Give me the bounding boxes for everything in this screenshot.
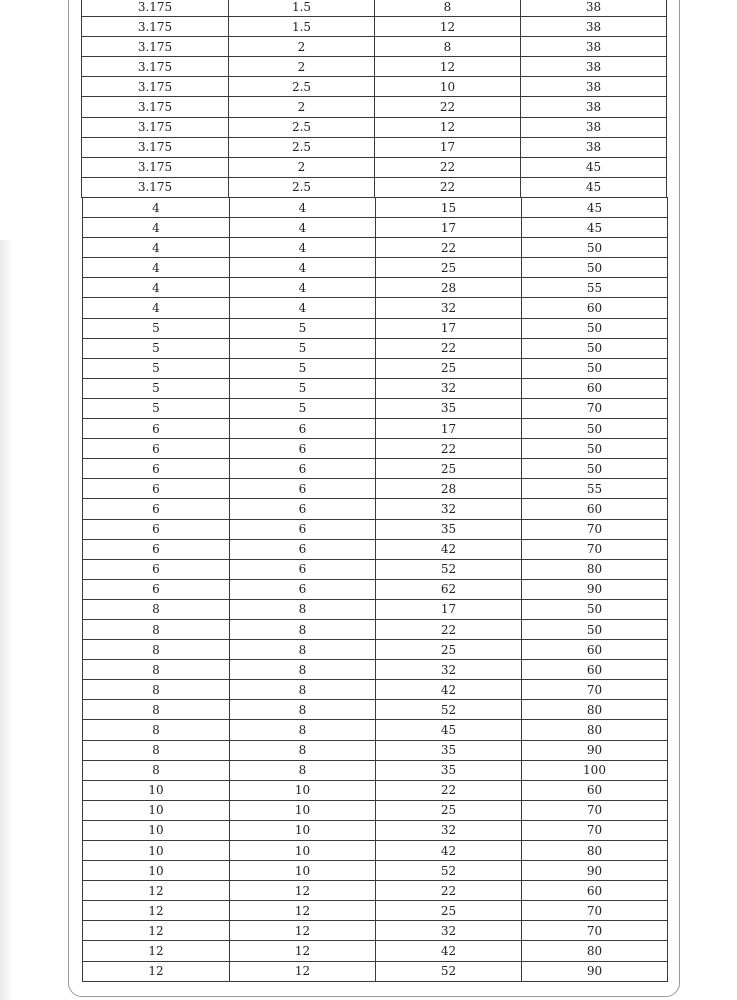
table-row — [82, 17, 667, 37]
table-row — [83, 861, 668, 881]
table-cell: 22 — [375, 97, 521, 117]
table-cell: 10 — [230, 800, 376, 820]
page-edge-shadow — [0, 240, 14, 1000]
table-cell: 12 — [83, 941, 230, 961]
table-cell: 60 — [522, 378, 668, 398]
table-cell: 42 — [376, 539, 522, 559]
table-cell: 90 — [522, 961, 668, 981]
table-cell: 55 — [522, 278, 668, 298]
table-cell: 70 — [522, 820, 668, 840]
table-cell: 60 — [522, 780, 668, 800]
table-row — [83, 881, 668, 901]
table-cell: 5 — [83, 358, 230, 378]
table-cell: 70 — [522, 921, 668, 941]
table-cell: 22 — [376, 881, 522, 901]
table-cell: 8 — [83, 619, 230, 639]
table-cell: 50 — [522, 338, 668, 358]
table-cell: 8 — [83, 640, 230, 660]
table-cell: 90 — [522, 861, 668, 881]
table-cell: 80 — [522, 941, 668, 961]
table-cell: 8 — [230, 740, 376, 760]
table-row — [83, 740, 668, 760]
table-cell: 50 — [522, 318, 668, 338]
table-row — [83, 760, 668, 780]
table-row — [83, 660, 668, 680]
table-cell: 2 — [229, 157, 375, 177]
table-cell: 60 — [522, 640, 668, 660]
table-cell: 17 — [376, 218, 522, 238]
table-cell: 3.175 — [82, 117, 229, 137]
table-cell: 4 — [230, 298, 376, 318]
table-row — [83, 318, 668, 338]
table-cell: 8 — [230, 599, 376, 619]
table-cell: 6 — [83, 539, 230, 559]
table-cell: 17 — [375, 137, 521, 157]
table-cell: 8 — [230, 760, 376, 780]
table-cell: 5 — [230, 338, 376, 358]
table-cell: 6 — [83, 579, 230, 599]
table-cell: 22 — [376, 439, 522, 459]
table-cell: 42 — [376, 680, 522, 700]
table-cell: 5 — [83, 338, 230, 358]
table-cell: 10 — [375, 77, 521, 97]
table-row — [82, 117, 667, 137]
table-cell: 8 — [230, 640, 376, 660]
table-row — [83, 398, 668, 418]
table-row — [83, 700, 668, 720]
table-cell: 22 — [376, 619, 522, 639]
table-cell: 4 — [83, 278, 230, 298]
table-row — [83, 298, 668, 318]
table-cell: 10 — [83, 800, 230, 820]
table-cell: 17 — [376, 599, 522, 619]
table-row — [82, 97, 667, 117]
table-cell: 1.5 — [229, 17, 375, 37]
table-cell: 3.175 — [82, 177, 229, 197]
table-cell: 17 — [376, 318, 522, 338]
table-cell: 22 — [375, 177, 521, 197]
table-cell: 4 — [230, 258, 376, 278]
table-row — [83, 439, 668, 459]
table-cell: 62 — [376, 579, 522, 599]
table-cell: 35 — [376, 398, 522, 418]
table-cell: 70 — [522, 800, 668, 820]
table-row — [83, 800, 668, 820]
table-cell: 3.175 — [82, 37, 229, 57]
table-cell: 22 — [376, 338, 522, 358]
table-cell: 6 — [230, 579, 376, 599]
table-cell: 6 — [230, 439, 376, 459]
table-cell: 4 — [83, 298, 230, 318]
table-cell: 12 — [83, 921, 230, 941]
table-cell: 10 — [230, 861, 376, 881]
table-cell: 12 — [83, 881, 230, 901]
table-cell: 10 — [83, 861, 230, 881]
table-row — [83, 841, 668, 861]
table-cell: 25 — [376, 459, 522, 479]
table-cell: 45 — [376, 720, 522, 740]
table-cell: 5 — [83, 398, 230, 418]
table-row — [82, 77, 667, 97]
table-row — [82, 177, 667, 197]
table-row — [83, 258, 668, 278]
table-cell: 12 — [230, 961, 376, 981]
table-row — [83, 539, 668, 559]
table-cell: 25 — [376, 358, 522, 378]
table-cell: 32 — [376, 499, 522, 519]
table-cell: 4 — [83, 198, 230, 218]
table-cell: 70 — [522, 901, 668, 921]
table-row — [83, 680, 668, 700]
table-cell: 25 — [376, 258, 522, 278]
table-cell: 6 — [83, 479, 230, 499]
table-cell: 6 — [230, 419, 376, 439]
table-cell: 70 — [522, 680, 668, 700]
table-cell: 28 — [376, 479, 522, 499]
table-cell: 4 — [230, 238, 376, 258]
table-cell: 10 — [230, 820, 376, 840]
table-cell: 32 — [376, 298, 522, 318]
table-cell: 2.5 — [229, 177, 375, 197]
table-cell: 6 — [230, 559, 376, 579]
table-cell: 22 — [375, 157, 521, 177]
table-cell: 2.5 — [229, 137, 375, 157]
table-cell: 10 — [83, 841, 230, 861]
table-cell: 25 — [376, 800, 522, 820]
table-cell: 12 — [375, 117, 521, 137]
table-cell: 2 — [229, 97, 375, 117]
table-cell: 25 — [376, 640, 522, 660]
table-cell: 2 — [229, 37, 375, 57]
table-cell: 70 — [522, 539, 668, 559]
table-cell: 38 — [521, 17, 667, 37]
table-cell: 80 — [522, 720, 668, 740]
table-cell: 12 — [375, 57, 521, 77]
table-cell: 8 — [83, 680, 230, 700]
table-cell: 50 — [522, 619, 668, 639]
table-cell: 25 — [376, 901, 522, 921]
table-cell: 15 — [376, 198, 522, 218]
table-cell: 5 — [230, 378, 376, 398]
table-cell: 38 — [521, 117, 667, 137]
table-row — [82, 137, 667, 157]
table-cell: 17 — [376, 419, 522, 439]
table-cell: 2.5 — [229, 77, 375, 97]
table-cell: 12 — [83, 961, 230, 981]
table-cell: 10 — [83, 780, 230, 800]
table-cell: 52 — [376, 861, 522, 881]
table-row — [82, 157, 667, 177]
table-cell: 10 — [230, 780, 376, 800]
table-cell: 3.175 — [82, 157, 229, 177]
table-row — [82, 57, 667, 77]
table-cell: 50 — [522, 258, 668, 278]
table-row — [83, 901, 668, 921]
table-row — [83, 338, 668, 358]
table-row — [83, 218, 668, 238]
table-cell: 2.5 — [229, 117, 375, 137]
table-cell: 90 — [522, 579, 668, 599]
table-cell: 8 — [83, 700, 230, 720]
table-cell: 42 — [376, 841, 522, 861]
table-cell: 3.175 — [82, 137, 229, 157]
table-cell: 6 — [83, 519, 230, 539]
table-cell: 55 — [522, 479, 668, 499]
table-row — [83, 198, 668, 218]
table-cell: 6 — [230, 459, 376, 479]
table-cell: 12 — [230, 921, 376, 941]
table-cell: 52 — [376, 700, 522, 720]
table-cell: 10 — [83, 820, 230, 840]
table-cell: 80 — [522, 700, 668, 720]
table-row — [83, 238, 668, 258]
table-cell: 3.175 — [82, 97, 229, 117]
table-cell: 70 — [522, 398, 668, 418]
table-cell: 3.175 — [82, 0, 229, 17]
table-cell: 52 — [376, 961, 522, 981]
table-row — [83, 780, 668, 800]
table-cell: 4 — [83, 218, 230, 238]
table-row — [83, 358, 668, 378]
table-cell: 38 — [521, 137, 667, 157]
table-cell: 6 — [230, 479, 376, 499]
table-cell: 8 — [230, 619, 376, 639]
table-cell: 12 — [230, 941, 376, 961]
table-cell: 80 — [522, 559, 668, 579]
table-cell: 3.175 — [82, 57, 229, 77]
table-cell: 50 — [522, 459, 668, 479]
table-cell: 42 — [376, 941, 522, 961]
table-cell: 6 — [83, 459, 230, 479]
spec-table-top — [81, 0, 667, 198]
table-cell: 3.175 — [82, 17, 229, 37]
table-cell: 50 — [522, 238, 668, 258]
table-row — [83, 419, 668, 439]
table-cell: 8 — [83, 660, 230, 680]
table-cell: 38 — [521, 37, 667, 57]
table-cell: 4 — [230, 278, 376, 298]
table-row — [83, 459, 668, 479]
table-cell: 8 — [83, 760, 230, 780]
table-cell: 5 — [230, 398, 376, 418]
table-cell: 60 — [522, 298, 668, 318]
table-row — [82, 37, 667, 57]
table-cell: 5 — [230, 318, 376, 338]
table-cell: 22 — [376, 780, 522, 800]
table-cell: 60 — [522, 660, 668, 680]
table-cell: 50 — [522, 358, 668, 378]
spec-table-bottom — [82, 197, 668, 982]
table-row — [83, 559, 668, 579]
table-cell: 38 — [521, 77, 667, 97]
table-cell: 45 — [522, 198, 668, 218]
table-cell: 8 — [230, 680, 376, 700]
table-row — [83, 820, 668, 840]
table-cell: 22 — [376, 238, 522, 258]
table-cell: 35 — [376, 519, 522, 539]
table-row — [83, 599, 668, 619]
table-cell: 4 — [83, 258, 230, 278]
table-row — [83, 579, 668, 599]
table-cell: 4 — [83, 238, 230, 258]
table-cell: 5 — [230, 358, 376, 378]
table-cell: 5 — [83, 378, 230, 398]
table-row — [83, 519, 668, 539]
table-cell: 70 — [522, 519, 668, 539]
table-cell: 32 — [376, 820, 522, 840]
table-cell: 12 — [230, 881, 376, 901]
table-cell: 52 — [376, 559, 522, 579]
table-cell: 28 — [376, 278, 522, 298]
table-cell: 50 — [522, 419, 668, 439]
table-cell: 8 — [230, 720, 376, 740]
table-row — [83, 720, 668, 740]
table-cell: 6 — [83, 419, 230, 439]
table-row — [83, 619, 668, 639]
table-cell: 8 — [375, 0, 521, 17]
table-cell: 8 — [83, 720, 230, 740]
table-row — [82, 0, 667, 17]
table-cell: 45 — [522, 218, 668, 238]
table-cell: 6 — [230, 499, 376, 519]
table-cell: 4 — [230, 198, 376, 218]
table-cell: 32 — [376, 378, 522, 398]
table-cell: 60 — [522, 499, 668, 519]
table-cell: 80 — [522, 841, 668, 861]
table-cell: 38 — [521, 97, 667, 117]
table-cell: 32 — [376, 660, 522, 680]
table-row — [83, 640, 668, 660]
table-cell: 12 — [375, 17, 521, 37]
table-cell: 1.5 — [229, 0, 375, 17]
table-row — [83, 941, 668, 961]
table-cell: 6 — [83, 499, 230, 519]
table-cell: 2 — [229, 57, 375, 77]
table-cell: 45 — [521, 177, 667, 197]
table-cell: 8 — [230, 700, 376, 720]
table-row — [83, 378, 668, 398]
table-cell: 6 — [83, 559, 230, 579]
table-cell: 60 — [522, 881, 668, 901]
table-cell: 4 — [230, 218, 376, 238]
table-cell: 3.175 — [82, 77, 229, 97]
table-cell: 10 — [230, 841, 376, 861]
table-cell: 6 — [230, 539, 376, 559]
table-cell: 6 — [83, 439, 230, 459]
table-cell: 32 — [376, 921, 522, 941]
table-cell: 12 — [83, 901, 230, 921]
table-cell: 35 — [376, 760, 522, 780]
table-cell: 100 — [522, 760, 668, 780]
table-cell: 12 — [230, 901, 376, 921]
table-cell: 45 — [521, 157, 667, 177]
table-cell: 8 — [83, 740, 230, 760]
table-cell: 5 — [83, 318, 230, 338]
table-row — [83, 278, 668, 298]
table-row — [83, 961, 668, 981]
table-cell: 6 — [230, 519, 376, 539]
table-cell: 8 — [83, 599, 230, 619]
table-cell: 35 — [376, 740, 522, 760]
table-cell: 8 — [375, 37, 521, 57]
table-cell: 50 — [522, 599, 668, 619]
table-row — [83, 479, 668, 499]
table-row — [83, 499, 668, 519]
table-cell: 90 — [522, 740, 668, 760]
table-cell: 38 — [521, 57, 667, 77]
table-cell: 50 — [522, 439, 668, 459]
table-cell: 38 — [521, 0, 667, 17]
table-row — [83, 921, 668, 941]
table-cell: 8 — [230, 660, 376, 680]
